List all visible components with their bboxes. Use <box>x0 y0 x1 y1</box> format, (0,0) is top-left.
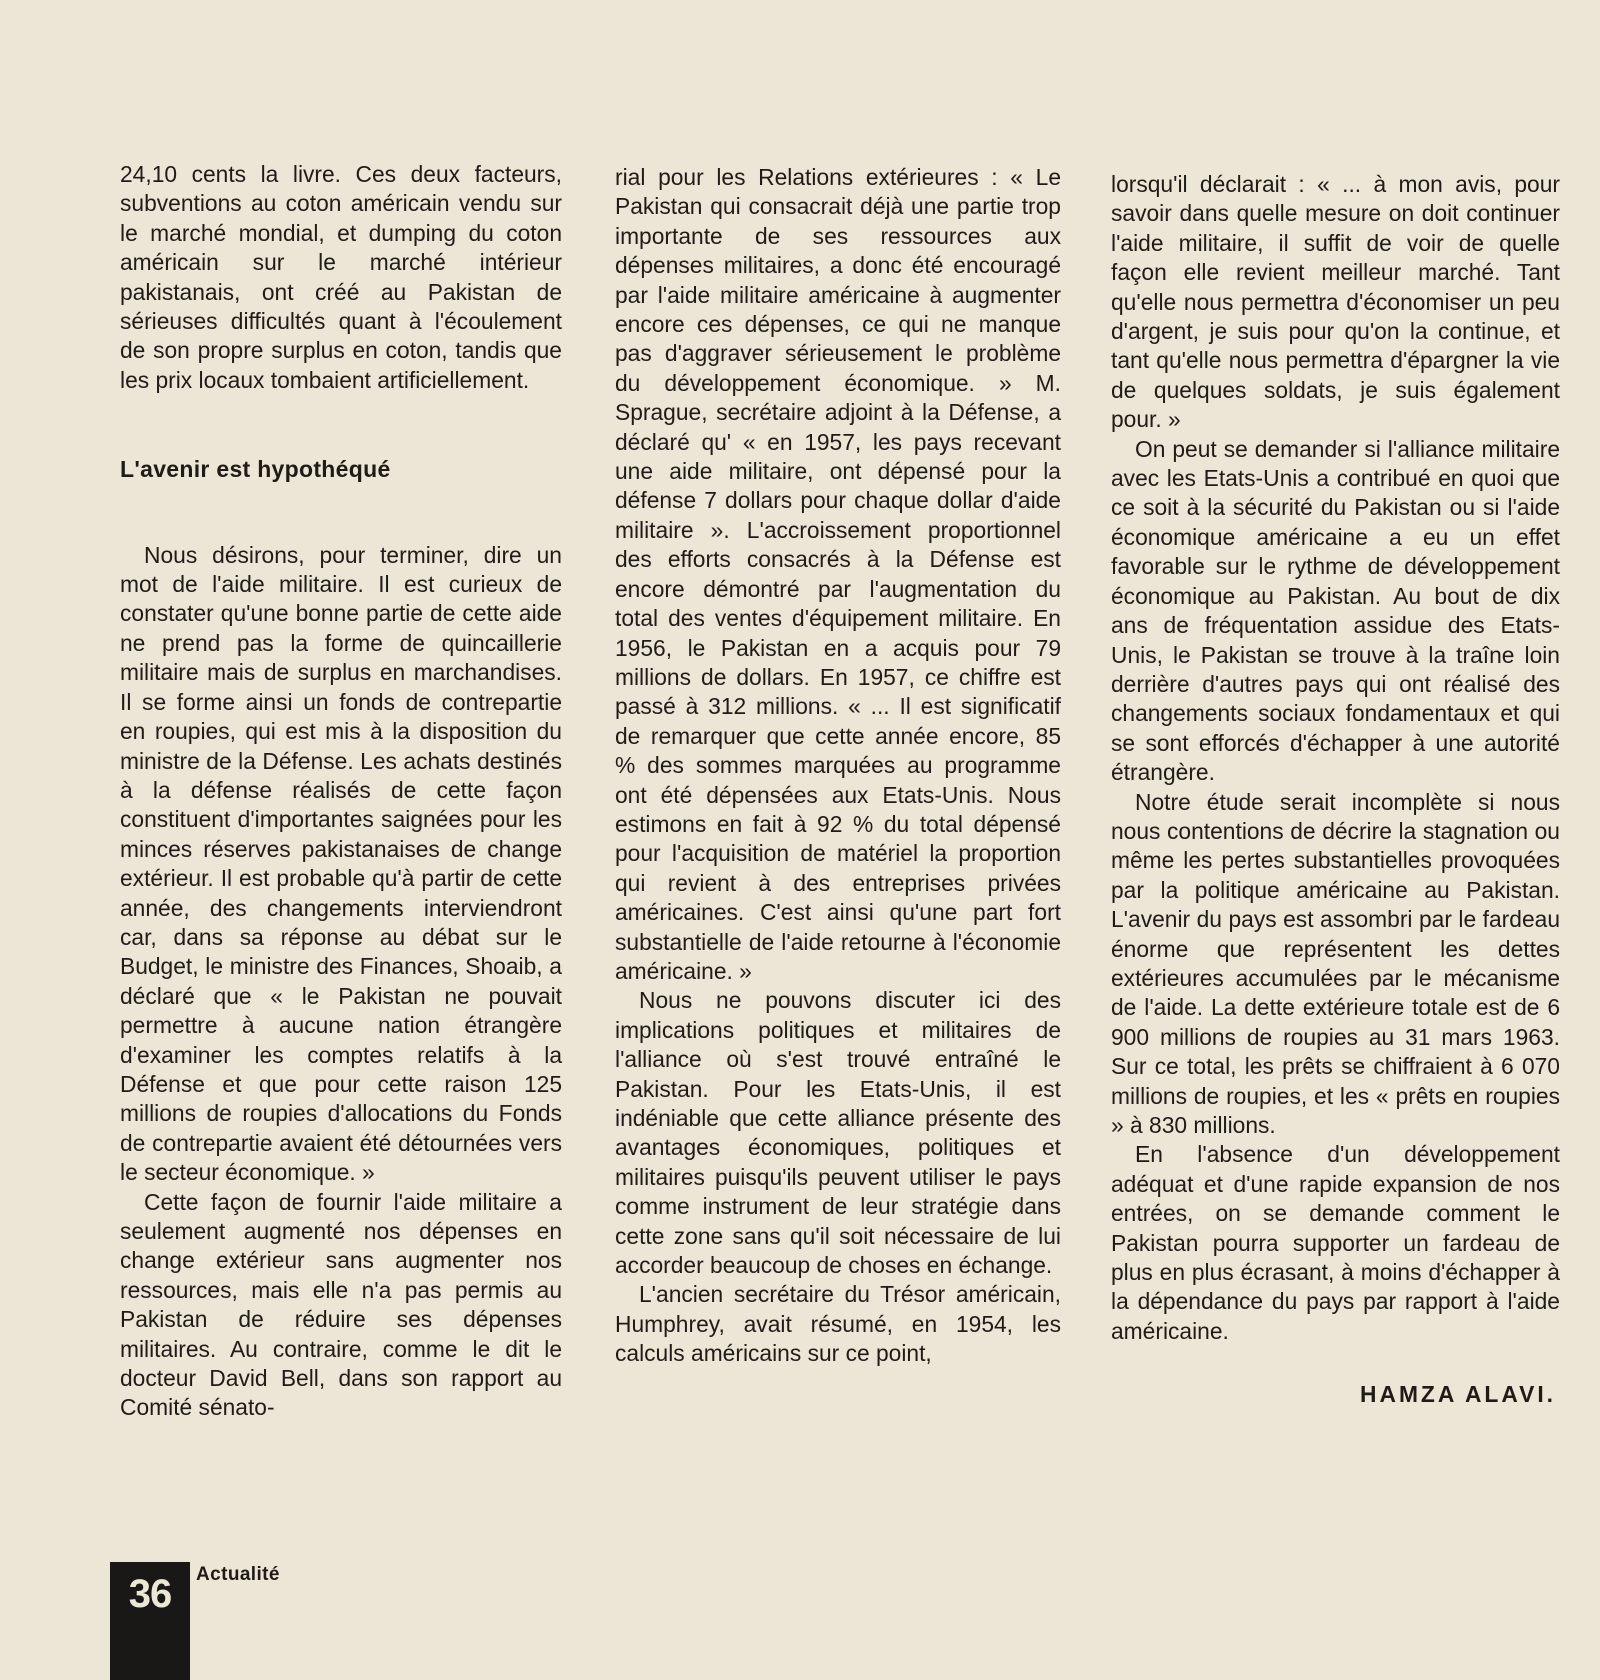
paragraph: L'ancien secrétaire du Trésor américain, Humphrey, avait résumé, en 1954, les calculs américains sur ce point, <box>615 1281 1061 1367</box>
text-column-1 <box>120 160 562 1423</box>
paragraph: lorsqu'il déclarait : « ... à mon avis, pour savoir dans quelle mesure on doit continuer l'aide militaire, il suffit de voir de quelle façon elle revient meilleur marché. Tant qu'elle nous permettra d'économiser un peu d'argent, je suis pour qu'on la continue, et tant qu'elle nous permettra d'épargner la vie de quelques soldats, je suis également pour. » <box>1111 171 1560 433</box>
publication-name: Actualité <box>196 1564 280 1585</box>
text-column-3 <box>1111 170 1560 1410</box>
paragraph: Notre étude serait incomplète si nous nous contentions de décrire la stagnation ou même les pertes substantielles provoquées par la politique américaine au Pakistan. L'avenir du pays est assombri par le fardeau énorme que représentent les dettes extérieures accumulées par le mécanisme de l'aide. La dette extérieure totale est de 6 900 millions de roupies au 31 mars 1963. Sur ce total, les prêts se chiffraient à 6 070 millions de roupies, et les « prêts en roupies » à 830 millions. <box>1111 788 1560 1138</box>
text-column-2 <box>615 163 1061 1369</box>
paragraph: rial pour les Relations extérieures : « Le Pakistan qui consacrait déjà une partie trop importante de ses ressources aux dépenses militaires, a donc été encouragé par l'aide militaire américaine à augmenter encore ces dépenses, ce qui ne manque pas d'aggraver sérieusement le problème du développement économique. » M. Sprague, secrétaire adjoint à la Défense, a déclaré qu' « en 1957, les pays recevant une aide militaire, ont dépensé pour la défense 7 dollars pour chaque dollar d'aide militaire ». L'accroissement proportionnel des efforts consacrés à la Défense est encore démontré par l'augmentation du total des ventes d'équipement militaire. En 1956, le Pakistan en a acquis pour 79 millions de dollars. En 1957, ce chiffre est passé à 312 millions. « ... Il est significatif de remarquer que cette année encore, 85 % des sommes marquées au programme ont été dépensées aux Etats-Unis. Nous estimons en fait à 92 % du total dépensé pour l'acquisition de matériel la proportion qui revient à des entreprises privées américaines. C'est ainsi qu'une part fort substantielle de l'aide retourne à l'économie américaine. » <box>615 164 1061 984</box>
section-heading: L'avenir est hypothéqué <box>120 456 391 483</box>
author-signature: HAMZA ALAVI. <box>1360 1381 1556 1408</box>
paragraph: Cette façon de fournir l'aide militaire a seulement augmenté nos dépenses en change extérieur sans augmenter nos ressources, mais elle n'a pas permis au Pakistan de réduire ses dépenses militaires. Au contraire, comme le dit le docteur David Bell, dans son rapport au Comité sénato- <box>120 1188 562 1421</box>
paragraph: 24,10 cents la livre. Ces deux facteurs, subventions au coton américain vendu sur le marché mondial, et dumping du coton américain sur le marché intérieur pakistanais, ont créé au Pakistan de sérieuses difficultés quant à l'écoulement de son propre surplus en coton, tandis que les prix locaux tombaient artificiellement. <box>120 161 562 393</box>
paragraph: Nous désirons, pour terminer, dire un mot de l'aide militaire. Il est curieux de constater qu'une bonne partie de cette aide ne prend pas la forme de quincaillerie militaire mais de surplus en marchandises. Il se forme ainsi un fonds de contrepartie en roupies, qui est mis à la disposition du ministre de la Défense. Les achats destinés à la défense réalisés de cette façon constituent d'importantes saignées pour les minces réserves pakistanaises de change extérieur. Il est probable qu'à partir de cette année, des changements interviendront car, dans sa réponse au débat sur le Budget, le ministre des Finances, Shoaib, a déclaré que « le Pakistan ne pouvait permettre à aucune nation étrangère d'examiner les comptes relatifs à la Défense et que pour cette raison 125 millions de roupies d'allocations du Fonds de contrepartie avaient été détournées vers le secteur économique. » <box>120 541 562 1186</box>
paragraph: On peut se demander si l'alliance militaire avec les Etats-Unis a contribué en quoi que ce soit à la sécurité du Pakistan ou si l'aide économique américaine a eu un effet favorable sur le rythme de développement économique au Pakistan. Au bout de dix ans de fréquentation assidue des Etats-Unis, le Pakistan se trouve à la traîne loin derrière d'autres pays qui ont réalisé des changements sociaux fondamentaux et qui se sont efforcés d'échapper à une autorité étrangère. <box>1111 435 1560 786</box>
paragraph: Nous ne pouvons discuter ici des implications politiques et militaires de l'alliance où s'est trouvé entraîné le Pakistan. Pour les Etats-Unis, il est indéniable que cette alliance présente des avantages économiques, politiques et militaires puisqu'ils peuvent utiliser le pays comme instrument de leur stratégie dans cette zone sans qu'il soit nécessaire de lui accorder beaucoup de choses en échange. <box>615 987 1061 1279</box>
paragraph: En l'absence d'un développement adéquat et d'une rapide expansion de nos entrées, on se demande comment le Pakistan pourra supporter un fardeau de plus en plus écrasant, à moins d'échapper à la dépendance du pays par rapport à l'aide américaine. <box>1111 1141 1560 1344</box>
page-number: 36 <box>110 1562 190 1680</box>
